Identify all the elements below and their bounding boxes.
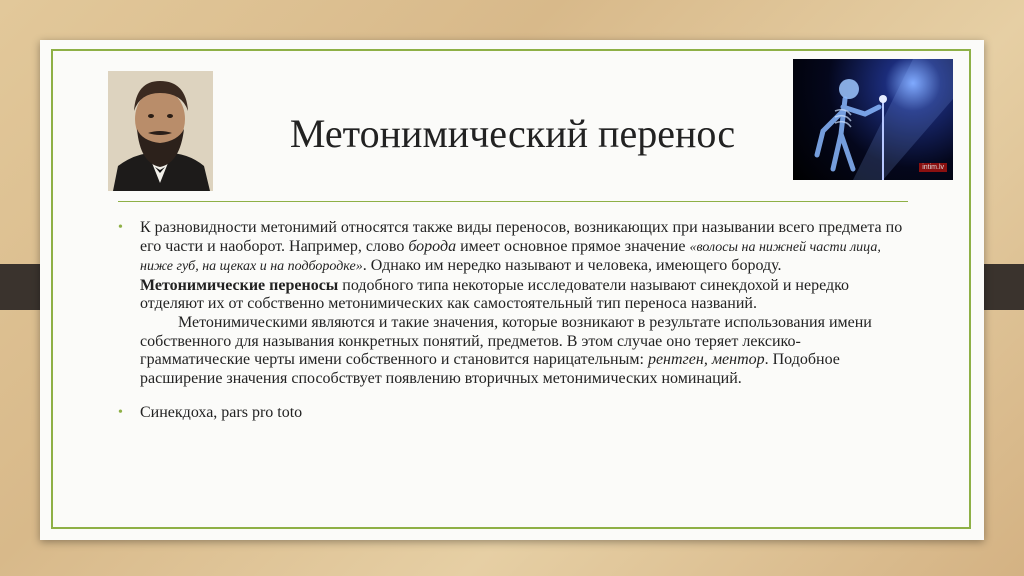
bullet-dot-icon: •	[118, 405, 123, 421]
xray-logo: intim.lv	[919, 163, 947, 172]
bullet-dot-icon: •	[118, 220, 123, 235]
portrait-illustration	[108, 71, 213, 191]
bullet-item-1	[118, 219, 908, 388]
xray-skeleton-illustration	[793, 59, 953, 180]
bullet-list	[118, 219, 908, 423]
slide-title: Метонимический перенос	[289, 111, 736, 156]
title-divider	[118, 201, 908, 202]
bullet-item-2	[118, 404, 908, 423]
bullet2-text: Синекдоха, pars pro toto	[140, 404, 303, 422]
portrait-image	[108, 71, 213, 191]
xray-image	[793, 59, 953, 180]
bullet1-text: К разновидности метонимий относятся также виды переносов, возникающих при назывании всего предмета по его части и наоборот. Например, слово борода имеет основное прямое значение «волосы на нижней части лица, ниже губ, на щеках и на подбородке». Однако им нередко называют и человека, имеющего бороду. Метонимические переносы подобного типа некоторые исследователи называют синекдохой и нередко отделяют их от собственно метонимических как самостоятельный тип переноса названий. Метонимическими являются и такие значения, которые возникают в результате использования имени собственного для называния конкретных понятий, предметов. В этом случае оно теряет лексико-грамматические черты имени собственного и становится нарицательным: рентген, ментор. Подобное расширение значения способствует появлению вторичных метонимических номинаций.	[140, 219, 903, 387]
